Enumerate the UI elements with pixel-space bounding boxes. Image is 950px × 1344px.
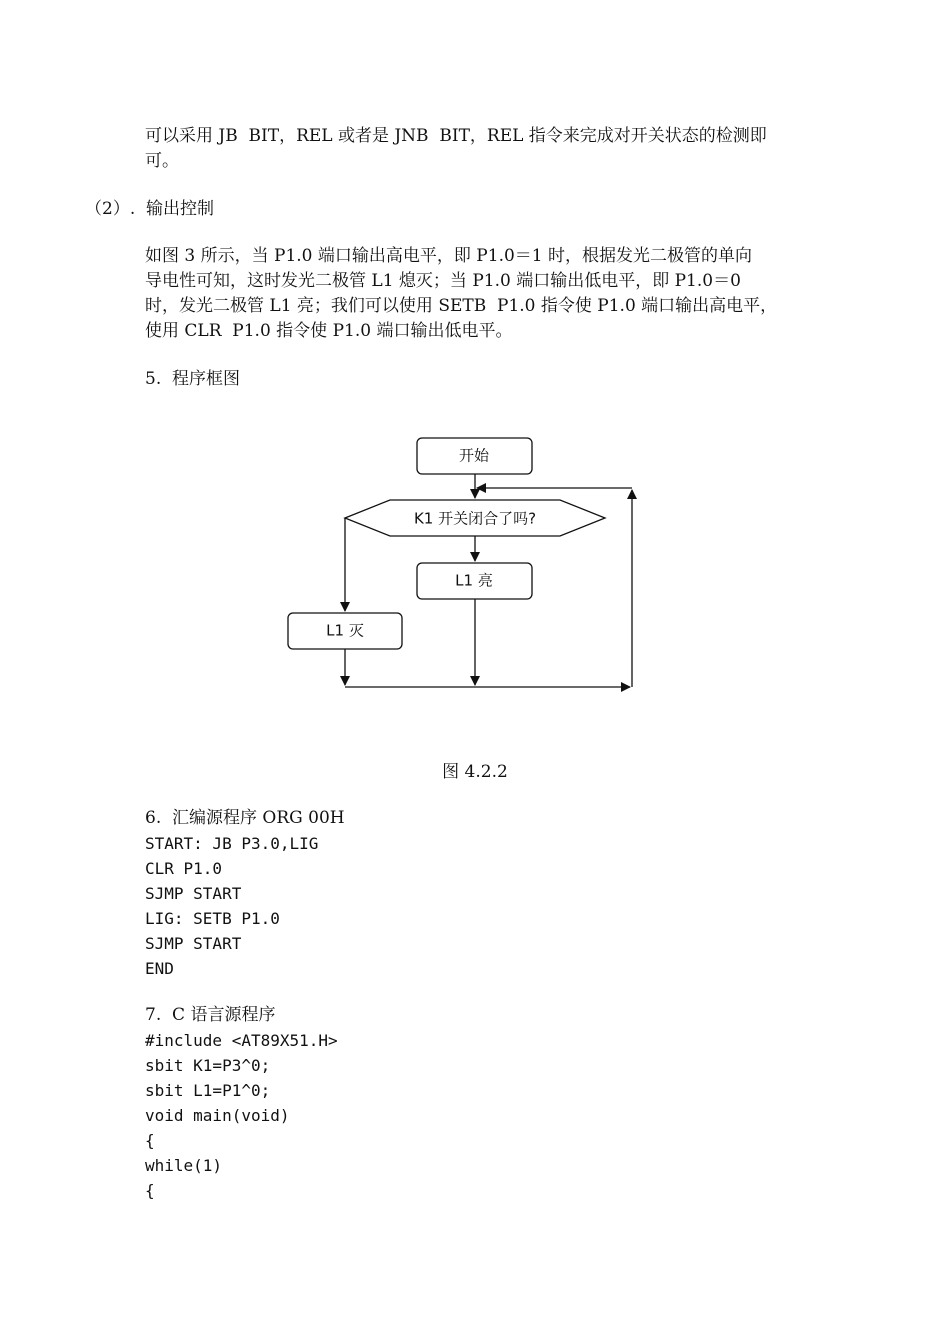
paragraph-top-line-1: 可以采用 JB BIT，REL 或者是 JNB BIT，REL 指令来完成对开关状态的检测即 xyxy=(145,126,767,146)
flow-on-label: L1 亮 xyxy=(455,571,493,590)
flow-start-label: 开始 xyxy=(458,446,490,465)
c-code-line-4: void main(void) xyxy=(145,1106,290,1125)
asm-code-line-3: SJMP START xyxy=(145,884,242,903)
flow-decision-label: K1 开关闭合了吗? xyxy=(413,509,537,528)
section-asm-heading: 6. 汇编源程序 ORG 00H xyxy=(145,808,345,828)
asm-code-line-4: LIG: SETB P1.0 xyxy=(145,909,280,928)
asm-code-line-1: START: JB P3.0,LIG xyxy=(145,834,319,853)
asm-code-line-2: CLR P1.0 xyxy=(145,859,223,878)
output-line-1: 如图 3 所示，当 P1.0 端口输出高电平，即 P1.0＝1 时，根据发光二极管的单向 xyxy=(145,246,753,266)
flow-off-label: L1 灭 xyxy=(326,621,364,640)
output-line-2: 导电性可知，这时发光二极管 L1 熄灭；当 P1.0 端口输出低电平，即 P1.0＝0 xyxy=(145,271,741,291)
flowchart-diagram xyxy=(280,430,660,710)
output-line-4: 使用 CLR P1.0 指令使 P1.0 端口输出低电平。 xyxy=(145,321,513,341)
c-code-line-5: { xyxy=(145,1131,155,1150)
c-code-line-2: sbit K1=P3^0; xyxy=(145,1056,271,1075)
c-code-line-7: { xyxy=(145,1181,155,1200)
figure-caption: 图 4.2.2 xyxy=(442,762,508,782)
c-code-line-1: #include <AT89X51.H> xyxy=(145,1031,338,1050)
asm-code-line-6: END xyxy=(145,959,174,978)
section-c-heading: 7. C 语言源程序 xyxy=(145,1005,276,1025)
output-line-3: 时，发光二极管 L1 亮；我们可以使用 SETB P1.0 指令使 P1.0 端口输出高电平， xyxy=(145,296,778,316)
section-output-heading: （2）. 输出控制 xyxy=(85,199,215,219)
c-code-line-6: while(1) xyxy=(145,1156,223,1175)
paragraph-top-line-2: 可。 xyxy=(145,151,179,171)
section-flow-heading: 5. 程序框图 xyxy=(145,369,241,389)
asm-code-line-5: SJMP START xyxy=(145,934,242,953)
c-code-line-3: sbit L1=P1^0; xyxy=(145,1081,271,1100)
